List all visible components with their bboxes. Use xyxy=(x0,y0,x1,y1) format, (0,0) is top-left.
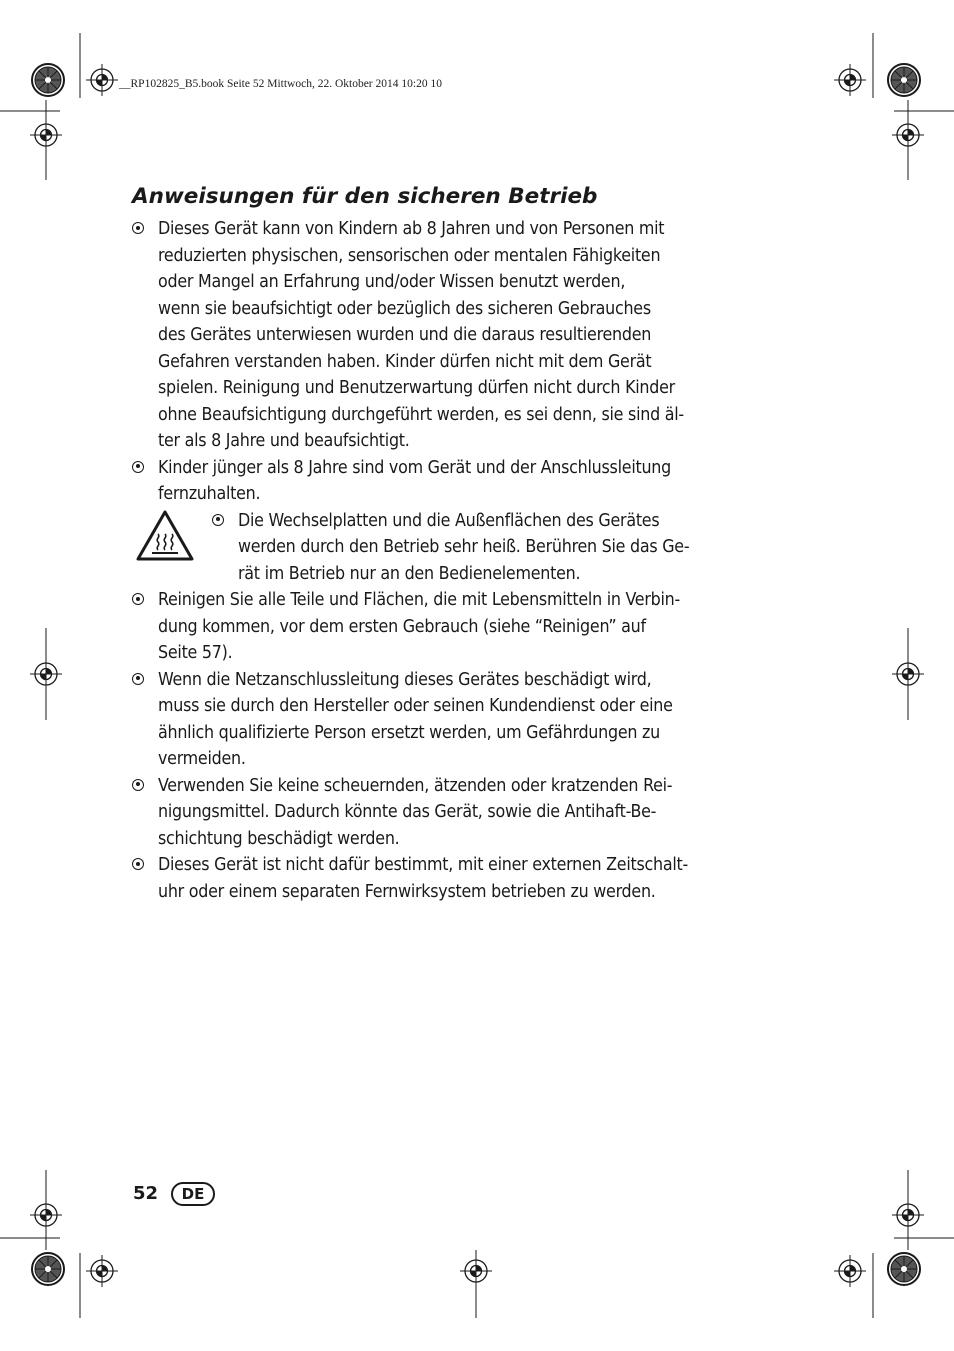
bullet-icon xyxy=(132,461,144,473)
safety-instructions-list xyxy=(0,216,954,905)
bullet-icon xyxy=(132,673,144,685)
bullet-icon xyxy=(132,858,144,870)
list-item-hot-surface-warning: Die Wechselplatten und die Außenflächen des Gerätes werden durch den Betrieb sehr heiß. Berühren Sie das Ge- rät im Betrieb nur an den Bedienelementen. xyxy=(238,508,798,588)
section-heading: Anweisungen für den sicheren Betrieb xyxy=(132,184,598,209)
bullet-icon xyxy=(132,222,144,234)
list-item: Dieses Gerät kann von Kindern ab 8 Jahren und von Personen mit reduzierten physischen, sensorischen oder mentalen Fähigkeiten oder Mangel an Erfahrung und/oder Wissen benutzt werden, wenn sie beaufsichtigt oder bezüglich des sicheren Gebrauches des Gerätes unterwiesen wurden und die daraus resultierenden Gefahren verstanden haben. Kinder dürfen nicht mit dem Gerät spielen. Reinigung und Benutzerwartung dürfen nicht durch Kinder ohne Beaufsichtigung durchgeführt werden, es sei denn, sie sind äl- ter als 8 Jahre und beaufsichtigt. xyxy=(158,216,798,455)
page-number: 52 xyxy=(133,1183,159,1204)
print-slug: __RP102825_B5.book Seite 52 Mittwoch, 22. Oktober 2014 10:20 10 xyxy=(119,78,442,90)
bullet-icon xyxy=(212,514,224,526)
bullet-icon xyxy=(132,779,144,791)
list-item: Wenn die Netzanschlussleitung dieses Gerätes beschädigt wird, muss sie durch den Hersteller oder seinen Kundendienst oder eine ähnlich qualifizierte Person ersetzt werden, um Gefährdungen zu vermeiden. xyxy=(158,667,798,773)
list-item: Verwenden Sie keine scheuernden, ätzenden oder kratzenden Rei- nigungsmittel. Dadurch könnte das Gerät, sowie die Antihaft-Be- schichtung beschädigt werden. xyxy=(158,773,798,853)
language-badge: DE xyxy=(171,1182,215,1206)
list-item: Kinder jünger als 8 Jahre sind vom Gerät und der Anschlussleitung fernzuhalten. xyxy=(158,455,798,508)
hot-surface-warning-icon xyxy=(134,508,196,564)
list-item: Reinigen Sie alle Teile und Flächen, die mit Lebensmitteln in Verbin- dung kommen, vor dem ersten Gebrauch (siehe “Reinigen” auf Seite 57). xyxy=(158,587,798,667)
bullet-icon xyxy=(132,593,144,605)
list-item: Dieses Gerät ist nicht dafür bestimmt, mit einer externen Zeitschalt- uhr oder einem separaten Fernwirksystem betrieben zu werden. xyxy=(158,852,798,905)
